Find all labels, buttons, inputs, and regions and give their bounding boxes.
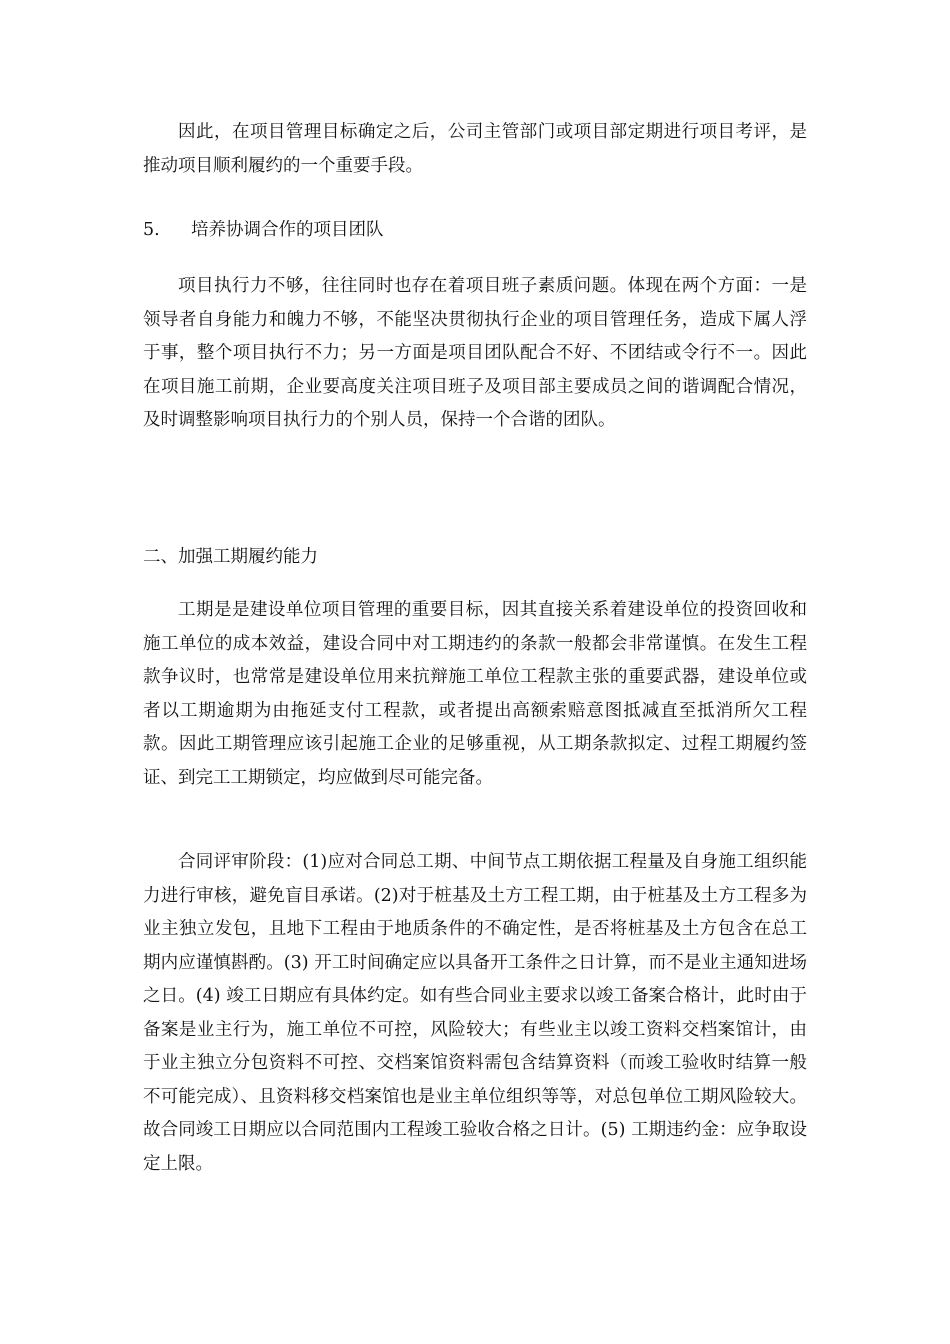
section-title: 培养协调合作的项目团队 [191,220,384,240]
chapter-heading-2: 二、加强工期履约能力 [143,547,318,567]
paragraph-contract-review: 合同评审阶段：(1)应对合同总工期、中间节点工期依据工程量及自身施工组织能力进行审核，避免盲目承诺。(2)对于桩基及土方工程工期，由于桩基及土方工程多为业主独立发包，且地下工程由于地质条件的不确定性，是否将桩基及土方包含在总工期内应谨慎斟酌。(3) 开工时间确定应以具备开工条件之日计算，而不是业主通知进场之日。(4) 竣工日期应有具体约定。如有些合同业主要求以竣工备案合格计，此时由于备案是业主行为，施工单位不可控，风险较大；有些业主以竣工资料交档案馆计，由于业主独立分包资料不可控、交档案馆资料需包含结算资料（而竣工验收时结算一般不可能完成）、且资料移交档案馆也是业主单位组织等等，对总包单位工期风险较大。故合同竣工日期应以合同范围内工程竣工验收合格之日计。(5) 工期违约金：应争取设定上限。 [143,852,807,1174]
paragraph-project-team: 项目执行力不够，往往同时也存在着项目班子素质问题。体现在两个方面：一是领导者自身能力和魄力不够，不能坚决贯彻执行企业的项目管理任务，造成下属人浮于事，整个项目执行不力；另一方面是项目团队配合不好、不团结或令行不一。因此在项目施工前期，企业要高度关注项目班子及项目部主要成员之间的谐调配合情况，及时调整影响项目执行力的个别人员，保持一个合谐的团队。 [143,276,807,430]
paragraph-project-evaluation: 因此，在项目管理目标确定之后，公司主管部门或项目部定期进行项目考评，是推动项目顺利履约的一个重要手段。 [143,122,807,176]
section-number: 5. [143,220,160,240]
section-heading-5 [143,218,807,242]
paragraph-schedule-importance: 工期是是建设单位项目管理的重要目标，因其直接关系着建设单位的投资回收和施工单位的成本效益，建设合同中对工期违约的条款一般都会非常谨慎。在发生工程款争议时，也常常是建设单位用来抗辩施工单位工程款主张的重要武器，建设单位或者以工期逾期为由拖延支付工程款，或者提出高额索赔意图抵减直至抵消所欠工程款。因此工期管理应该引起施工企业的足够重视，从工期条款拟定、过程工期履约签证、到完工工期锁定，均应做到尽可能完备。 [143,600,807,788]
